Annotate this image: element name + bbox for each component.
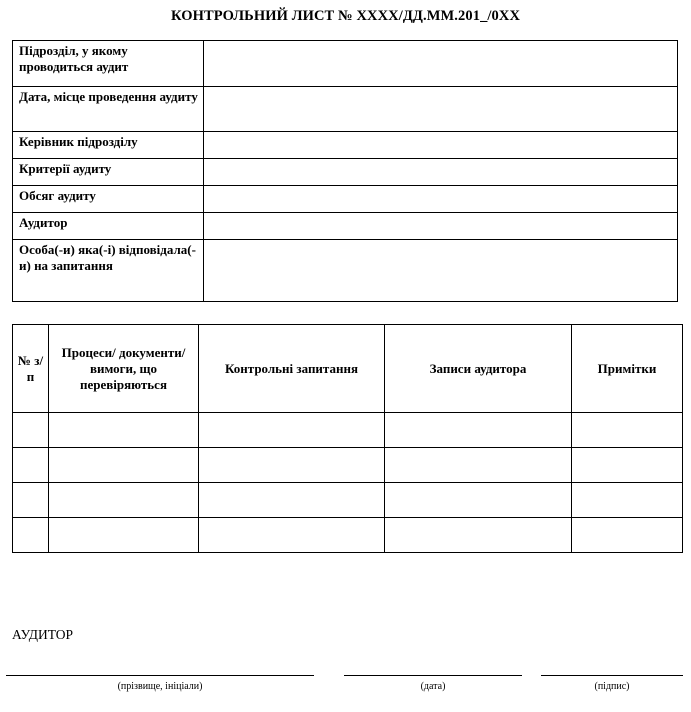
info-row <box>13 41 678 87</box>
info-label-auditor: Аудитор <box>13 213 204 240</box>
cell-questions[interactable] <box>199 518 385 553</box>
info-value-criteria[interactable] <box>204 159 678 186</box>
cell-notes[interactable] <box>385 483 572 518</box>
checklist-header-row <box>13 325 683 413</box>
info-row <box>13 213 678 240</box>
cell-number[interactable] <box>13 413 49 448</box>
info-value-scope[interactable] <box>204 186 678 213</box>
info-label-criteria: Критерії аудиту <box>13 159 204 186</box>
date-signature-line[interactable] <box>344 675 522 676</box>
info-label-date-place: Дата, місце проведення аудиту <box>13 87 204 132</box>
header-auditor-notes: Записи аудитора <box>385 325 572 413</box>
table-row <box>13 518 683 553</box>
info-value-head[interactable] <box>204 132 678 159</box>
cell-remarks[interactable] <box>572 413 683 448</box>
header-control-questions: Контрольні запитання <box>199 325 385 413</box>
date-caption: (дата) <box>420 681 446 692</box>
cell-notes[interactable] <box>385 518 572 553</box>
name-signature-line[interactable] <box>6 675 314 676</box>
info-row <box>13 240 678 302</box>
name-caption: (прізвище, ініціали) <box>117 681 203 692</box>
table-row <box>13 413 683 448</box>
info-label-head: Керівник підрозділу <box>13 132 204 159</box>
info-value-date-place[interactable] <box>204 87 678 132</box>
cell-number[interactable] <box>13 518 49 553</box>
info-label-respondents: Особа(-и) яка(-і) відповідала(-и) на запитання <box>13 240 204 302</box>
cell-questions[interactable] <box>199 413 385 448</box>
header-processes: Процеси/ документи/ вимоги, що перевіряються <box>49 325 199 413</box>
cell-processes[interactable] <box>49 483 199 518</box>
cell-number[interactable] <box>13 483 49 518</box>
checklist-table <box>12 324 683 553</box>
cell-questions[interactable] <box>199 483 385 518</box>
document-title: КОНТРОЛЬНИЙ ЛИСТ № ХХХХ/ДД.ММ.201_/0ХХ <box>170 8 521 24</box>
info-row <box>13 186 678 213</box>
table-row <box>13 483 683 518</box>
header-number: № з/п <box>13 325 49 413</box>
info-row <box>13 132 678 159</box>
cell-number[interactable] <box>13 448 49 483</box>
info-value-auditor[interactable] <box>204 213 678 240</box>
info-row <box>13 87 678 132</box>
cell-remarks[interactable] <box>572 483 683 518</box>
cell-remarks[interactable] <box>572 448 683 483</box>
cell-remarks[interactable] <box>572 518 683 553</box>
info-label-department: Підрозділ, у якому проводиться аудит <box>13 41 204 87</box>
cell-notes[interactable] <box>385 448 572 483</box>
cell-processes[interactable] <box>49 413 199 448</box>
info-value-department[interactable] <box>204 41 678 87</box>
info-label-scope: Обсяг аудиту <box>13 186 204 213</box>
audit-info-table <box>12 40 678 302</box>
cell-processes[interactable] <box>49 518 199 553</box>
cell-processes[interactable] <box>49 448 199 483</box>
header-remarks: Примітки <box>572 325 683 413</box>
info-value-respondents[interactable] <box>204 240 678 302</box>
table-row <box>13 448 683 483</box>
signature-auditor-label: АУДИТОР <box>12 627 74 642</box>
cell-questions[interactable] <box>199 448 385 483</box>
cell-notes[interactable] <box>385 413 572 448</box>
sign-caption: (підпис) <box>594 681 630 692</box>
sign-signature-line[interactable] <box>541 675 683 676</box>
info-row <box>13 159 678 186</box>
